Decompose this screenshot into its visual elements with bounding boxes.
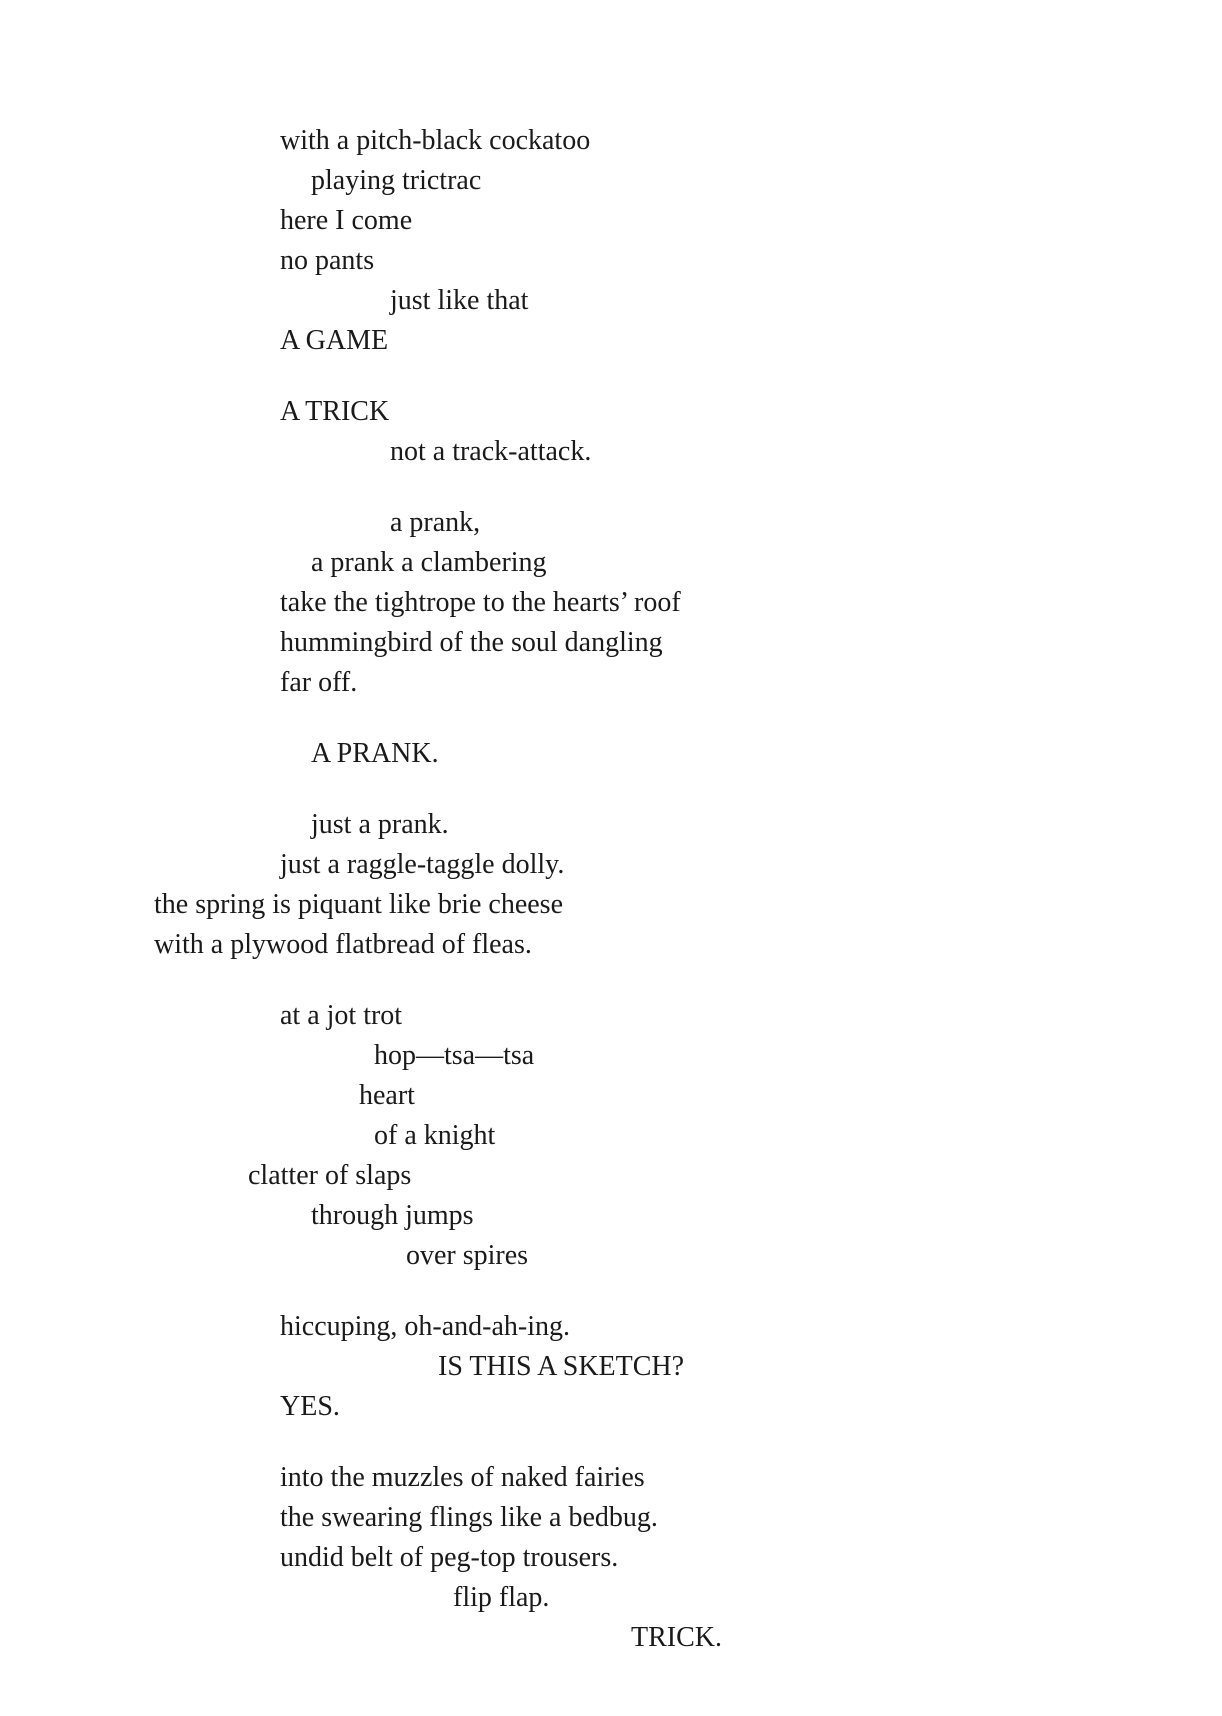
poem-line: at a jot trot (280, 1000, 403, 1031)
poem-line: hiccuping, oh-and-ah-ing. (280, 1311, 571, 1342)
poem-line: A PRANK. (311, 738, 439, 769)
poem-line: flip flap. (453, 1582, 550, 1613)
poem-line: just like that (390, 285, 529, 316)
poem-line: TRICK. (631, 1622, 722, 1653)
poem-line: the spring is piquant like brie cheese (154, 889, 563, 920)
poem-line: heart (359, 1080, 415, 1111)
poem-line: A TRICK (280, 396, 390, 427)
poem-line: of a knight (374, 1120, 496, 1151)
poem-line: playing trictrac (311, 165, 482, 196)
poem-line: into the muzzles of naked fairies (280, 1462, 645, 1493)
poem-line: just a raggle-taggle dolly. (280, 849, 565, 880)
poem-line: over spires (406, 1240, 529, 1271)
poem-line: a prank, (390, 507, 481, 538)
poem-line: the swearing flings like a bedbug. (280, 1502, 658, 1533)
poem-line: IS THIS A SKETCH? (438, 1351, 685, 1382)
poem-line: far off. (280, 667, 358, 698)
poem-line: clatter of slaps (248, 1160, 412, 1191)
poem-line: take the tightrope to the hearts’ roof (280, 587, 681, 618)
poem-line: a prank a clambering (311, 547, 547, 578)
poem-line: just a prank. (311, 809, 449, 840)
poem-line: with a pitch-black cockatoo (280, 125, 591, 156)
poem-line: undid belt of peg-top trousers. (280, 1542, 619, 1573)
poem-line: with a plywood flatbread of fleas. (154, 929, 532, 960)
poem-line: not a track-attack. (390, 436, 592, 467)
poem-line: hop—tsa—tsa (374, 1040, 535, 1071)
poem-line: through jumps (311, 1200, 474, 1231)
poem-line: hummingbird of the soul dangling (280, 627, 663, 658)
poem-line: A GAME (280, 325, 389, 356)
poem-line: YES. (280, 1391, 340, 1422)
poem-line: here I come (280, 205, 413, 236)
poem-line: no pants (280, 245, 375, 276)
